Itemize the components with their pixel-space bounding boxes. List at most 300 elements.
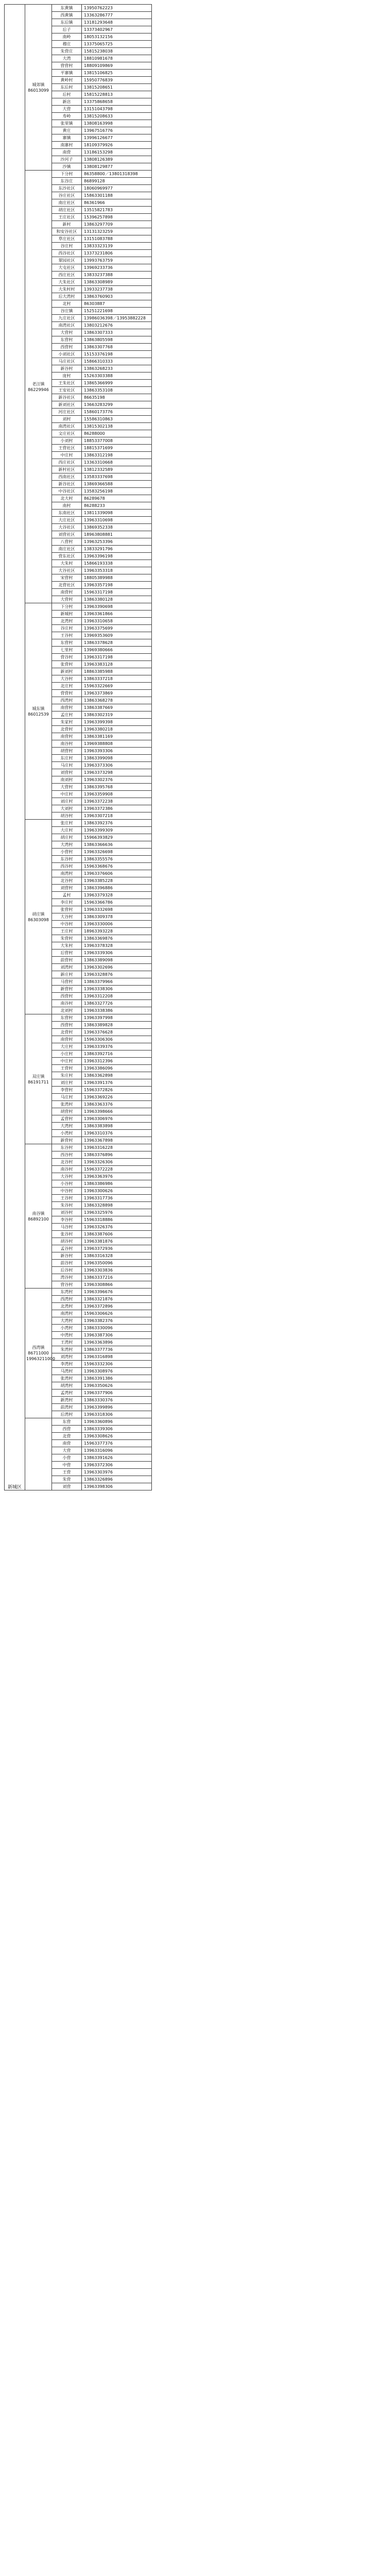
village-phone: 86358800／13801318398	[82, 171, 152, 178]
village-phone: 15866310333	[82, 358, 152, 365]
village-name: 北湾村	[52, 1303, 82, 1310]
village-name: 王朱社区	[52, 380, 82, 387]
village-name: 中谷村	[52, 1188, 82, 1195]
village-name: 大庄村	[52, 1043, 82, 1050]
village-name: 西营村	[52, 1022, 82, 1029]
village-name: 小谷村	[52, 1180, 82, 1188]
village-name: 大营村	[52, 596, 82, 603]
village-phone: 13963310376	[82, 1130, 152, 1137]
village-phone: 13863312198	[82, 452, 152, 459]
village-name: 下分村	[52, 603, 82, 611]
village-name: 北营	[52, 1433, 82, 1440]
village-phone: 13986036398／13953882228	[82, 315, 152, 322]
village-name: 北营社区	[52, 582, 82, 589]
village-name: 胡谷村	[52, 812, 82, 820]
table-row	[5, 820, 152, 827]
village-phone: 15153376198	[82, 351, 152, 358]
village-name: 大湾村	[52, 1123, 82, 1130]
village-phone: 13808129877	[82, 163, 152, 171]
village-name: 新村社区	[52, 466, 82, 473]
village-name: 和安谷社区	[52, 228, 82, 235]
village-phone: 86303887	[82, 300, 152, 308]
village-phone: 13863391626	[82, 1454, 152, 1462]
contact-table-body	[5, 5, 152, 1490]
village-name: 东谷村	[52, 856, 82, 863]
village-phone: 13963350096	[82, 1260, 152, 1267]
village-phone: 15963377376	[82, 1440, 152, 1447]
village-phone: 13963376606	[82, 870, 152, 877]
village-phone: 13863399098	[82, 755, 152, 762]
village-phone: 13963318306	[82, 1411, 152, 1418]
village-phone: 13863392376	[82, 820, 152, 827]
village-phone: 13963303976	[82, 1469, 152, 1476]
village-phone: 13863337218	[82, 675, 152, 683]
village-name: 南营	[52, 149, 82, 156]
village-phone: 13863309378	[82, 913, 152, 921]
village-name: 马湾村	[52, 1368, 82, 1375]
village-phone: 15396257898	[82, 214, 152, 221]
village-name: 九庄社区	[52, 315, 82, 322]
village-phone: 13375065725	[82, 41, 152, 48]
village-name: 张营村	[52, 906, 82, 913]
village-name: 张营村	[52, 661, 82, 668]
village-phone: 13963316898	[82, 1353, 152, 1361]
village-phone: 13863376896	[82, 1151, 152, 1159]
village-phone: 13963353318	[82, 567, 152, 574]
village-phone: 13963391376	[82, 1079, 152, 1087]
village-name: 河庄社区	[52, 409, 82, 416]
village-name: 西湾村	[52, 697, 82, 704]
village-phone: 13963332698	[82, 906, 152, 913]
town-name: 城东镇	[32, 706, 45, 711]
village-name: 大朱村	[52, 560, 82, 567]
village-name: 西营村	[52, 344, 82, 351]
village-name: 后湾村	[52, 1411, 82, 1418]
village-phone: 13963308976	[82, 1368, 152, 1375]
village-phone: 13863328898	[82, 1202, 152, 1209]
village-phone: 13833237388	[82, 272, 152, 279]
village-name: 东营村	[52, 1014, 82, 1022]
village-name: 后子	[52, 26, 82, 33]
village-phone: 13863355576	[82, 856, 152, 863]
village-phone: 13863386986	[82, 1180, 152, 1188]
village-phone: 13863391386	[82, 1375, 152, 1382]
village-phone: 13863268233	[82, 365, 152, 372]
village-name: 南谷村	[52, 1166, 82, 1173]
village-name: 谷庄村	[52, 625, 82, 632]
village-phone: 13963308866	[82, 1281, 152, 1289]
village-phone: 13363286777	[82, 12, 152, 19]
village-phone: 13863377736	[82, 1346, 152, 1353]
village-phone: 15815228813	[82, 91, 152, 98]
village-name: 刘湾村	[52, 964, 82, 971]
village-name: 张湾村	[52, 1375, 82, 1382]
village-name: 南营村	[52, 1036, 82, 1043]
table-row	[5, 1014, 152, 1022]
village-name: 八营村	[52, 538, 82, 546]
village-phone: 13963310698	[82, 517, 152, 524]
town-name: 城郊镇	[32, 82, 45, 87]
town-name: 胡庄镇	[32, 911, 45, 917]
village-phone: 13963326376	[82, 1224, 152, 1231]
village-phone: 13963350626	[82, 1382, 152, 1389]
village-name: 新营村	[52, 1137, 82, 1144]
village-phone: 18809109869	[82, 62, 152, 70]
village-name: 新谷村	[52, 1252, 82, 1260]
village-phone: 13963373298	[82, 769, 152, 776]
village-name: 大朱村村	[52, 286, 82, 293]
village-phone: 13963387306	[82, 1332, 152, 1339]
village-phone: 13963360896	[82, 1418, 152, 1426]
village-name: 黄庄	[52, 127, 82, 134]
village-name: 刘营村	[52, 885, 82, 892]
village-name: 马庄村	[52, 1094, 82, 1101]
village-name: 新谷村	[52, 365, 82, 372]
village-phone: 18053132156	[82, 33, 152, 41]
village-phone: 13863339306	[82, 1426, 152, 1433]
village-name: 大营村	[52, 784, 82, 791]
town-phone: 86191711	[28, 1079, 49, 1084]
town-cell	[25, 1144, 52, 1289]
village-name: 东营村	[52, 336, 82, 344]
village-phone: 13963339376	[82, 1043, 152, 1050]
village-name: 南营村	[52, 704, 82, 711]
village-phone: 13996126677	[82, 134, 152, 142]
village-name: 东湾村	[52, 1289, 82, 1296]
village-phone: 13863392716	[82, 1050, 152, 1058]
village-phone: 13963396198	[82, 553, 152, 560]
village-phone: 13863297709	[82, 221, 152, 228]
village-phone: 13963378328	[82, 942, 152, 950]
village-phone: 86288000	[82, 430, 152, 437]
village-phone: 13811339098	[82, 510, 152, 517]
town-name: 南谷镇	[32, 1211, 45, 1216]
village-phone: 13863805598	[82, 336, 152, 344]
village-phone: 13993763759	[82, 257, 152, 264]
village-phone: 13963372896	[82, 1303, 152, 1310]
village-phone: 13815106825	[82, 70, 152, 77]
village-phone: 13863353108	[82, 387, 152, 394]
village-name: 朱营	[52, 1476, 82, 1483]
village-phone: 13375868658	[82, 98, 152, 106]
village-phone: 15963322669	[82, 683, 152, 690]
village-name: 西营村	[52, 993, 82, 1000]
village-name: 东谷村	[52, 1144, 82, 1151]
village-phone: 13963369226	[82, 1094, 152, 1101]
village-name: 大屯社区	[52, 264, 82, 272]
village-phone: 13863330376	[82, 1397, 152, 1404]
village-name: 北谷村	[52, 877, 82, 885]
village-name: 南庄社区	[52, 199, 82, 207]
village-name: 谷庄镇	[52, 308, 82, 315]
village-phone: 13963326698	[82, 849, 152, 856]
table-row	[5, 1289, 152, 1296]
village-name: 东沙社区	[52, 185, 82, 192]
village-name: 新刘村	[52, 668, 82, 675]
village-name: 王安社区	[52, 387, 82, 394]
village-name: 东后镇	[52, 19, 82, 26]
village-phone: 13963372386	[82, 805, 152, 812]
village-name: 小营村	[52, 849, 82, 856]
village-phone: 13963253396	[82, 538, 152, 546]
village-phone: 13863389828	[82, 1022, 152, 1029]
village-phone: 13969233736	[82, 264, 152, 272]
village-phone: 15251221698	[82, 308, 152, 315]
village-name: 胡庄村	[52, 834, 82, 841]
village-phone: 86289678	[82, 495, 152, 502]
village-phone: 13963339306	[82, 950, 152, 957]
village-name: 王谷村	[52, 1195, 82, 1202]
village-phone: 13963303836	[82, 1267, 152, 1274]
village-phone: 13963330006	[82, 921, 152, 928]
village-phone: 13863321876	[82, 1296, 152, 1303]
village-phone: 13963382376	[82, 1317, 152, 1325]
village-phone: 86635198	[82, 394, 152, 401]
village-name: 新谷社区	[52, 394, 82, 401]
village-name: 南湾社区	[52, 423, 82, 430]
village-name: 王营社区	[52, 445, 82, 452]
village-name: 营营村	[52, 62, 82, 70]
village-phone: 13963312396	[82, 1058, 152, 1065]
village-name: 北刘村	[52, 1007, 82, 1014]
village-phone: 13863387606	[82, 1231, 152, 1238]
village-name: 王庄社区	[52, 214, 82, 221]
village-phone: 13963359908	[82, 791, 152, 798]
village-phone: 15966393829	[82, 834, 152, 841]
village-name: 西营	[52, 1426, 82, 1433]
village-phone: 13963363896	[82, 1339, 152, 1346]
village-name: 朱营村	[52, 935, 82, 942]
town-cell	[25, 171, 52, 603]
village-phone: 13963398666	[82, 1108, 152, 1115]
village-phone: 15950776839	[82, 77, 152, 84]
village-phone: 15860173776	[82, 409, 152, 416]
village-name: 营谷村	[52, 1281, 82, 1289]
village-phone: 13812332589	[82, 466, 152, 473]
village-phone: 13963397998	[82, 1014, 152, 1022]
village-name: 东营村	[52, 639, 82, 647]
village-name: 马营村	[52, 978, 82, 986]
village-phone: 13963385228	[82, 877, 152, 885]
village-name: 翠园社区	[52, 257, 82, 264]
village-name: 中谷村	[52, 921, 82, 928]
village-name: 新营村	[52, 986, 82, 993]
village-phone: 13373402967	[82, 26, 152, 33]
village-name: 孟湾村	[52, 1389, 82, 1397]
village-phone: 13963328876	[82, 971, 152, 978]
village-phone: 13963316096	[82, 1447, 152, 1454]
village-phone: 18109379926	[82, 142, 152, 149]
town-phone: 86229946	[28, 387, 49, 392]
village-phone: 13963300626	[82, 1188, 152, 1195]
village-phone: 13863381169	[82, 733, 152, 740]
village-name: 小湾村	[52, 1325, 82, 1332]
village-phone: 13963363976	[82, 1173, 152, 1180]
village-name: 孟村	[52, 892, 82, 899]
village-phone: 13863316328	[82, 1252, 152, 1260]
table-row	[5, 5, 152, 12]
village-name: 胡营村	[52, 1108, 82, 1115]
village-name: 刘村	[52, 416, 82, 423]
village-name: 新店	[52, 98, 82, 106]
village-phone: 13863368278	[82, 697, 152, 704]
village-name: 寨镇	[52, 134, 82, 142]
village-phone: 15963317198	[82, 589, 152, 596]
village-phone: 15263303388	[82, 372, 152, 380]
village-phone: 13963398306	[82, 1483, 152, 1490]
village-name: 张里镇	[52, 120, 82, 127]
village-name: 中谷社区	[52, 488, 82, 495]
village-name: 小营	[52, 1454, 82, 1462]
village-phone: 13373231806	[82, 250, 152, 257]
village-phone: 13869366588	[82, 481, 152, 488]
village-phone: 18963393228	[82, 928, 152, 935]
village-phone: 18815371699	[82, 445, 152, 452]
village-name: 前营村	[52, 957, 82, 964]
table-row	[5, 1418, 152, 1426]
village-phone: 13869352338	[82, 524, 152, 531]
village-phone: 13963383128	[82, 661, 152, 668]
village-name: 东后村	[52, 84, 82, 91]
village-phone: 13863380128	[82, 596, 152, 603]
village-phone: 13963307218	[82, 812, 152, 820]
village-phone: 15963332306	[82, 1361, 152, 1368]
village-name: 谷庄社区	[52, 192, 82, 199]
village-name: 张庄村	[52, 820, 82, 827]
village-phone: 13583337698	[82, 473, 152, 481]
town-phone: 86303098	[28, 917, 49, 922]
village-phone: 13863302319	[82, 711, 152, 719]
village-name: 大庄社区	[52, 517, 82, 524]
village-name: 南湾村	[52, 1310, 82, 1317]
village-name: 东营	[52, 1418, 82, 1426]
village-phone: 13967516776	[82, 127, 152, 134]
village-phone: 13863378628	[82, 639, 152, 647]
village-name: 刘庄村	[52, 798, 82, 805]
village-name: 前湾村	[52, 1404, 82, 1411]
village-phone: 15866193338	[82, 560, 152, 567]
village-name: 胡庄社区	[52, 207, 82, 214]
village-phone: 13963317736	[82, 1195, 152, 1202]
contact-table	[4, 4, 152, 1490]
village-name: 王营	[52, 1469, 82, 1476]
village-name: 南庄社区	[52, 546, 82, 553]
village-phone: 13963302696	[82, 964, 152, 971]
village-phone: 13963338386	[82, 1007, 152, 1014]
village-phone: 13863326896	[82, 1476, 152, 1483]
village-name: 西谷社区	[52, 250, 82, 257]
village-phone: 15963306306	[82, 1036, 152, 1043]
village-name: 南谷村	[52, 1000, 82, 1007]
village-phone: 13963308626	[82, 1433, 152, 1440]
village-phone: 13808163998	[82, 120, 152, 127]
village-phone: 13963361866	[82, 611, 152, 618]
village-phone: 13863383898	[82, 1123, 152, 1130]
village-name: 大湾	[52, 55, 82, 62]
village-phone: 15963368676	[82, 863, 152, 870]
village-name: 中湾村	[52, 1332, 82, 1339]
village-name: 北营村	[52, 1029, 82, 1036]
village-name: 新村	[52, 221, 82, 228]
village-phone: 13963379328	[82, 892, 152, 899]
village-name: 朱湾村	[52, 1346, 82, 1353]
village-name: 西南社区	[52, 473, 82, 481]
town-phone: 86892100	[28, 1216, 49, 1222]
village-name: 大湾村	[52, 841, 82, 849]
village-phone: 13863369876	[82, 935, 152, 942]
village-phone: 13663283299	[82, 401, 152, 409]
village-phone: 18853377008	[82, 437, 152, 445]
village-phone: 13963390698	[82, 603, 152, 611]
village-phone: 13963372238	[82, 798, 152, 805]
village-phone: 13863327726	[82, 1000, 152, 1007]
village-name: 宋营村	[52, 574, 82, 582]
village-name: 大朱村	[52, 942, 82, 950]
village-name: 李谷村	[52, 1216, 82, 1224]
village-name: 北庄村	[52, 683, 82, 690]
village-name: 刘庄村	[52, 1079, 82, 1087]
village-name: 大营	[52, 106, 82, 113]
village-name: 刘营社区	[52, 531, 82, 538]
village-name: 北谷村	[52, 1159, 82, 1166]
village-phone: 13963399309	[82, 827, 152, 834]
town-cell	[25, 1289, 55, 1418]
village-phone: 13963326306	[82, 1159, 152, 1166]
village-name: 新刘社区	[52, 401, 82, 409]
village-name: 北湾村	[52, 618, 82, 625]
village-phone: 13963399398	[82, 719, 152, 726]
village-phone: 13963302376	[82, 776, 152, 784]
village-name: 中营	[52, 1462, 82, 1469]
village-phone: 86288233	[82, 502, 152, 510]
village-phone: 13863395768	[82, 784, 152, 791]
village-phone: 18805389988	[82, 574, 152, 582]
village-phone: 15586310863	[82, 416, 152, 423]
village-phone: 18060969977	[82, 185, 152, 192]
village-phone: 13181293648	[82, 19, 152, 26]
town-cell	[25, 820, 52, 1014]
village-phone: 13815208633	[82, 113, 152, 120]
village-name: 孟庄村	[52, 711, 82, 719]
village-name: 朱庄村	[52, 1072, 82, 1079]
village-phone: 13803212676	[82, 322, 152, 329]
village-name: 大谷村	[52, 675, 82, 683]
village-phone: 13963338306	[82, 986, 152, 993]
village-name: 朱谷村	[52, 1202, 82, 1209]
village-phone: 86899128	[82, 178, 152, 185]
village-phone: 13863330096	[82, 1325, 152, 1332]
village-phone: 13963306976	[82, 1115, 152, 1123]
village-phone: 18810981678	[82, 55, 152, 62]
village-name: 大营	[52, 1447, 82, 1454]
town-cell	[25, 603, 52, 820]
village-phone: 15963366786	[82, 899, 152, 906]
village-phone: 13969353609	[82, 632, 152, 639]
village-phone: 18963808881	[82, 531, 152, 538]
village-name: 后谷村	[52, 1267, 82, 1274]
village-name: 大谷社区	[52, 567, 82, 574]
village-phone: 13865366999	[82, 380, 152, 387]
town-cell	[25, 1014, 52, 1144]
village-name: 南营	[52, 1440, 82, 1447]
village-phone: 13969380666	[82, 647, 152, 654]
village-name: 南刘村	[52, 776, 82, 784]
village-name: 草庄社区	[52, 235, 82, 243]
village-name: 大营村	[52, 329, 82, 336]
village-name: 营东社区	[52, 553, 82, 560]
village-name: 孟营村	[52, 1115, 82, 1123]
village-phone: 13963393306	[82, 748, 152, 755]
